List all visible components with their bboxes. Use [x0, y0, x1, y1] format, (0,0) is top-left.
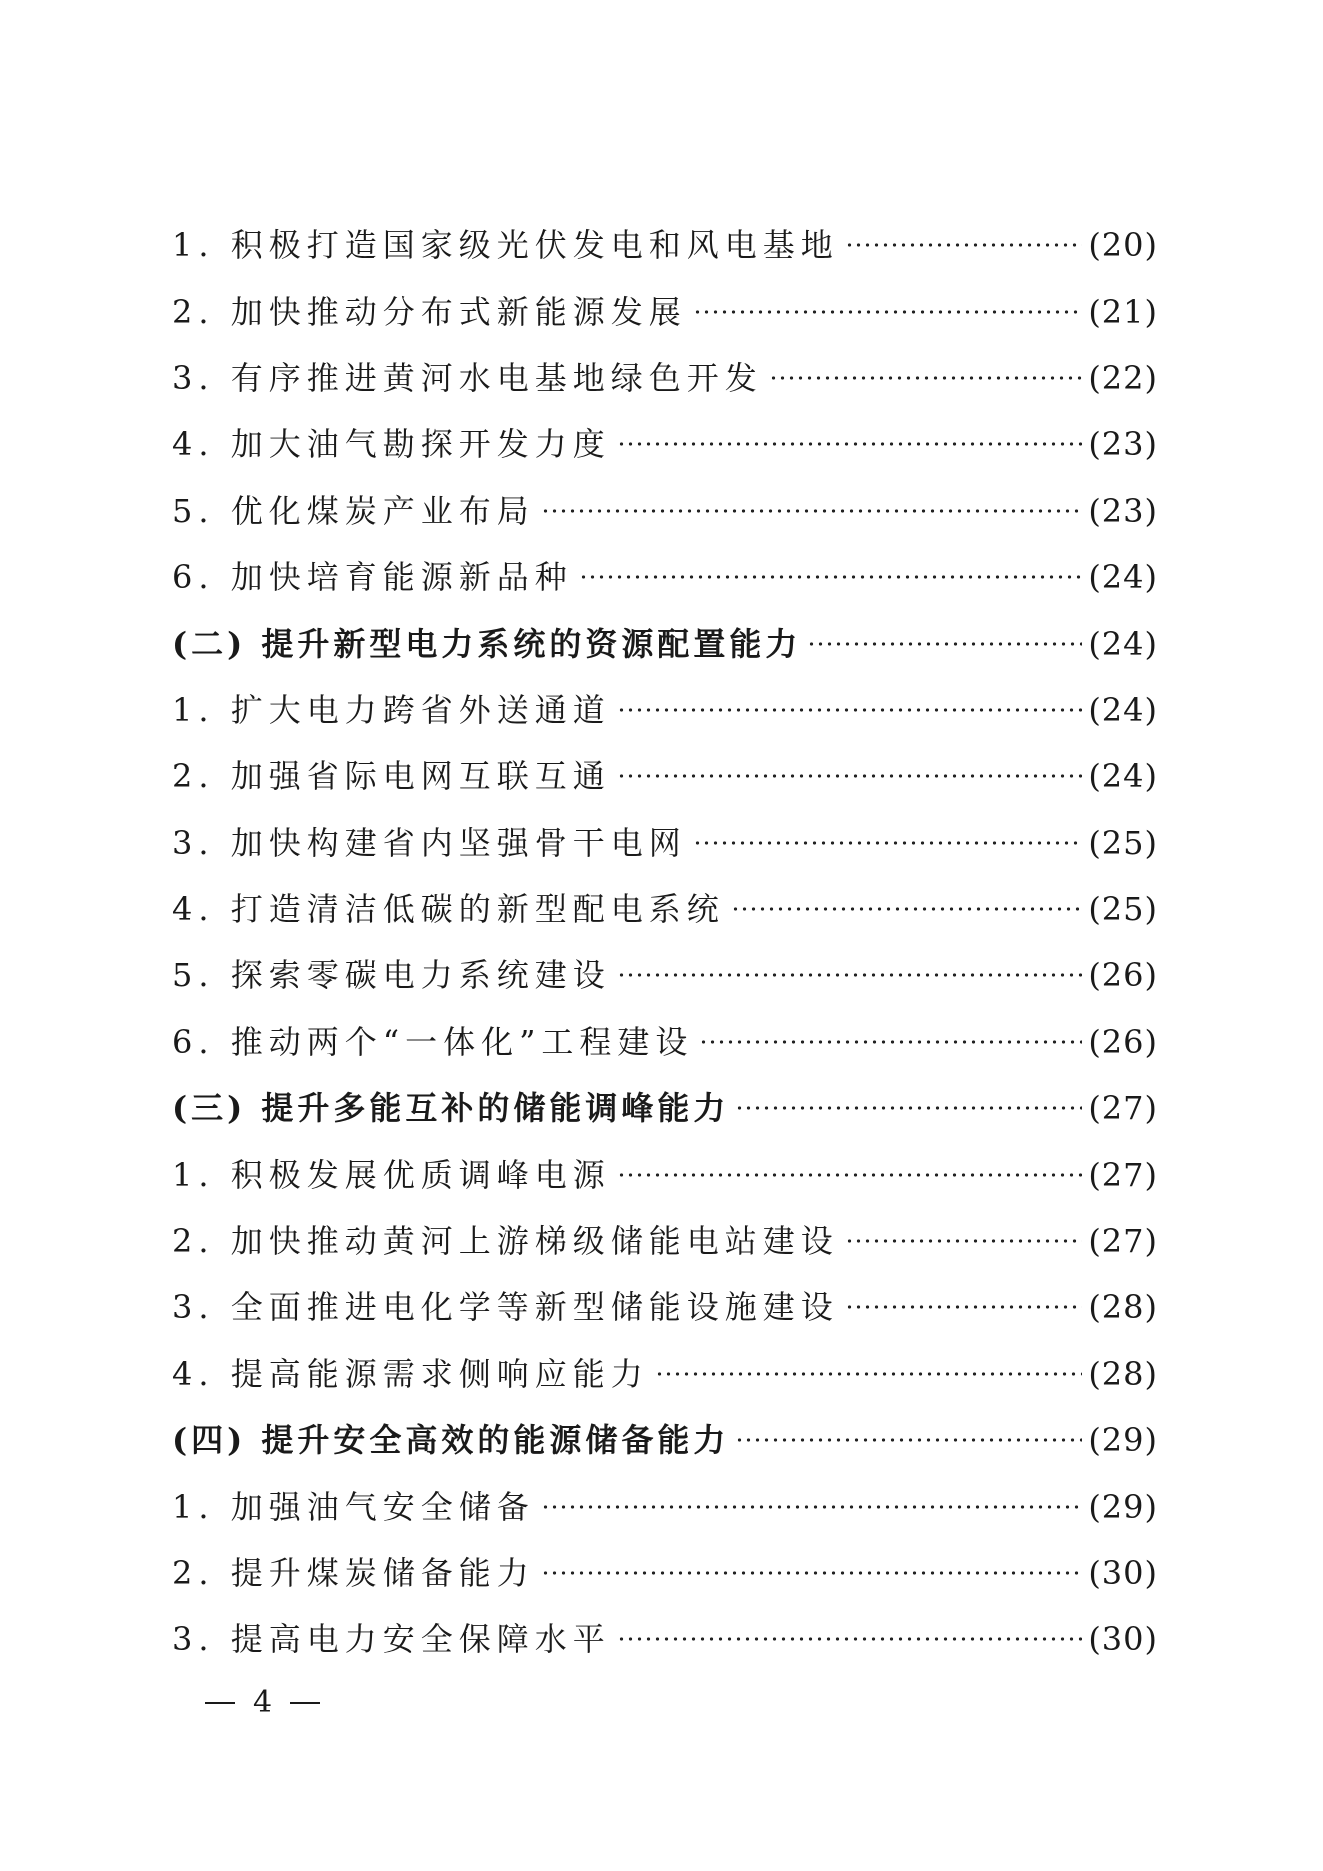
dot-leader [699, 1040, 1082, 1044]
toc-entry-label: 4. 加大油气勘探开发力度 [172, 425, 611, 464]
toc-entry[interactable] [172, 810, 1158, 876]
toc-entry-label: 2. 加强省际电网互联互通 [172, 757, 611, 796]
toc-entry[interactable] [172, 677, 1158, 743]
toc-entry-page: (26) [1088, 956, 1158, 995]
toc-entry[interactable] [172, 411, 1158, 477]
toc-entry-label: 3. 全面推进电化学等新型储能设施建设 [172, 1288, 839, 1327]
toc-entry[interactable] [172, 212, 1158, 278]
toc-entry[interactable] [172, 1141, 1158, 1207]
toc-entry-page: (28) [1088, 1354, 1158, 1393]
toc-entry-label: 1. 扩大电力跨省外送通道 [172, 690, 611, 729]
toc-entry-label: 1. 积极打造国家级光伏发电和风电基地 [172, 226, 839, 265]
toc-entry-page: (21) [1088, 292, 1158, 331]
toc-entry-page: (22) [1088, 358, 1158, 397]
toc-entry-page: (24) [1088, 757, 1158, 796]
dot-leader [617, 442, 1083, 446]
dot-leader [845, 1239, 1083, 1243]
dot-leader [845, 243, 1083, 247]
dot-leader [845, 1305, 1083, 1309]
toc-entry-page: (29) [1088, 1487, 1158, 1526]
dot-leader [617, 774, 1083, 778]
dot-leader [617, 1173, 1083, 1177]
toc-entry-page: (23) [1088, 491, 1158, 530]
toc-entry-page: (20) [1088, 226, 1158, 265]
dot-leader [693, 841, 1083, 845]
footer-dash-right [290, 1702, 320, 1704]
dot-leader [693, 310, 1083, 314]
toc-entry-page: (26) [1088, 1022, 1158, 1061]
toc-section-label: (二) 提升新型电力系统的资源配置能力 [172, 624, 802, 663]
toc-entry-label: 1. 加强油气安全储备 [172, 1487, 535, 1526]
toc-entry-label: 4. 提高能源需求侧响应能力 [172, 1354, 649, 1393]
dot-leader [541, 1505, 1083, 1509]
toc-entry[interactable] [172, 1009, 1158, 1075]
toc-entry[interactable] [172, 1341, 1158, 1407]
toc-section-heading[interactable] [172, 1407, 1158, 1473]
toc-entry-label: 3. 提高电力安全保障水平 [172, 1620, 611, 1659]
dot-leader [541, 509, 1083, 513]
toc-entry-label: 1. 积极发展优质调峰电源 [172, 1155, 611, 1194]
footer-dash-left [205, 1702, 235, 1704]
toc-entry[interactable] [172, 942, 1158, 1008]
dot-leader [617, 1637, 1083, 1641]
toc-entry-page: (25) [1088, 823, 1158, 862]
table-of-contents [172, 212, 1158, 1673]
toc-entry-page: (24) [1088, 558, 1158, 597]
toc-section-label: (四) 提升安全高效的能源储备能力 [172, 1421, 730, 1460]
toc-entry-page: (29) [1088, 1421, 1158, 1460]
toc-entry-page: (28) [1088, 1288, 1158, 1327]
dot-leader [769, 376, 1083, 380]
toc-entry-label: 5. 探索零碳电力系统建设 [172, 956, 611, 995]
toc-entry-label: 6. 加快培育能源新品种 [172, 558, 573, 597]
toc-section-heading[interactable] [172, 1075, 1158, 1141]
toc-entry-label: 2. 加快推动黄河上游梯级储能电站建设 [172, 1222, 839, 1261]
toc-entry-page: (24) [1088, 690, 1158, 729]
toc-entry-page: (27) [1088, 1222, 1158, 1261]
dot-leader [731, 907, 1083, 911]
toc-section-label: (三) 提升多能互补的储能调峰能力 [172, 1089, 730, 1128]
toc-entry-page: (27) [1088, 1155, 1158, 1194]
dot-leader [807, 642, 1082, 646]
toc-entry[interactable] [172, 743, 1158, 809]
toc-entry-label: 3. 有序推进黄河水电基地绿色开发 [172, 358, 763, 397]
page-footer [205, 1685, 320, 1720]
toc-entry-label: 4. 打造清洁低碳的新型配电系统 [172, 890, 725, 929]
dot-leader [579, 575, 1083, 579]
toc-entry-label: 5. 优化煤炭产业布局 [172, 491, 535, 530]
toc-entry-page: (23) [1088, 425, 1158, 464]
toc-entry-label: 2. 提升煤炭储备能力 [172, 1554, 535, 1592]
dot-leader [655, 1372, 1083, 1376]
toc-entry-label: 3. 加快构建省内坚强骨干电网 [172, 823, 687, 862]
toc-entry[interactable] [172, 1606, 1158, 1672]
toc-entry-label: 2. 加快推动分布式新能源发展 [172, 292, 687, 331]
dot-leader [617, 708, 1083, 712]
toc-entry[interactable] [172, 278, 1158, 344]
toc-entry[interactable] [172, 1274, 1158, 1340]
page-number: 4 [253, 1685, 273, 1720]
toc-section-heading[interactable] [172, 610, 1158, 676]
toc-entry-page: (30) [1088, 1554, 1158, 1592]
toc-entry[interactable] [172, 1208, 1158, 1274]
toc-entry[interactable] [172, 544, 1158, 610]
toc-entry[interactable] [172, 876, 1158, 942]
toc-entry-page: (27) [1088, 1089, 1158, 1128]
toc-entry[interactable] [172, 1473, 1158, 1539]
dot-leader [617, 973, 1083, 977]
toc-entry[interactable] [172, 478, 1158, 544]
toc-entry-page: (30) [1088, 1620, 1158, 1659]
toc-entry[interactable] [172, 345, 1158, 411]
dot-leader [735, 1438, 1082, 1442]
dot-leader [735, 1106, 1082, 1110]
toc-entry-page: (25) [1088, 890, 1158, 929]
toc-entry[interactable] [172, 1540, 1158, 1606]
toc-entry-label: 6. 推动两个“一体化”工程建设 [172, 1022, 694, 1061]
dot-leader [541, 1571, 1083, 1575]
toc-entry-page: (24) [1088, 624, 1158, 663]
